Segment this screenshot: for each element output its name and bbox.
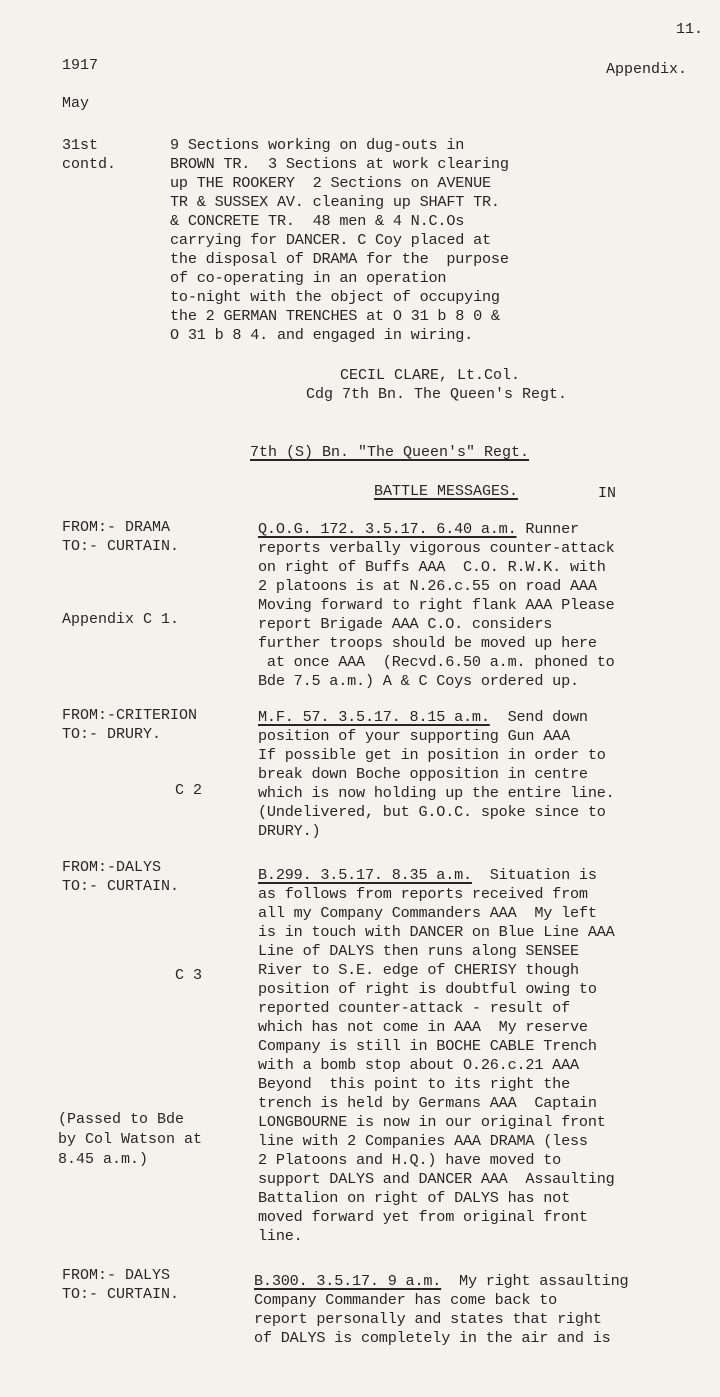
message-line: break down Boche opposition in centre [258, 765, 588, 783]
month: May [62, 95, 90, 112]
message-line: report personally and states that right [254, 1310, 602, 1328]
message-line: report Brigade AAA C.O. considers [258, 615, 553, 633]
message-first-line: B.300. 3.5.17. 9 a.m. My right assaulting [254, 1272, 629, 1290]
message-line: all my Company Commanders AAA My left [258, 904, 597, 922]
message-line: with a bomb stop about O.26.c.21 AAA [258, 1056, 579, 1074]
page-number: 11. [676, 21, 704, 38]
message-line: further troops should be moved up here [258, 634, 597, 652]
message-line: reported counter-attack - result of [258, 999, 570, 1017]
to-line: TO:- CURTAIN. [62, 538, 180, 555]
message-first-line: M.F. 57. 3.5.17. 8.15 a.m. Send down [258, 708, 588, 726]
message-line: If possible get in position in order to [258, 746, 606, 764]
message-line: as follows from reports received from [258, 885, 588, 903]
side-note: C 3 [175, 967, 203, 984]
entry-line: 9 Sections working on dug-outs in [170, 136, 465, 154]
entry-line: up THE ROOKERY 2 Sections on AVENUE [170, 174, 491, 192]
message-line: Beyond this point to its right the [258, 1075, 570, 1093]
message-line: Moving forward to right flank AAA Please [258, 596, 615, 614]
message-line: which has not come in AAA My reserve [258, 1018, 588, 1036]
side-note: C 2 [175, 782, 203, 799]
message-line: DRURY.) [258, 822, 321, 840]
to-line: TO:- CURTAIN. [62, 1286, 180, 1303]
entry-date-day: 31st [62, 137, 99, 154]
message-line: moved forward yet from original front [258, 1208, 588, 1226]
entry-line: & CONCRETE TR. 48 men & 4 N.C.Os [170, 212, 465, 230]
message-line: Company is still in BOCHE CABLE Trench [258, 1037, 597, 1055]
message-line: (Undelivered, but G.O.C. spoke since to [258, 803, 606, 821]
to-line: TO:- CURTAIN. [62, 878, 180, 895]
entry-line: the 2 GERMAN TRENCHES at O 31 b 8 0 & [170, 307, 500, 325]
to-line: TO:- DRURY. [62, 726, 162, 743]
entry-line: BROWN TR. 3 Sections at work clearing [170, 155, 509, 173]
entry-date-contd: contd. [62, 156, 117, 173]
from-line: FROM:- DALYS [62, 1267, 171, 1284]
passed-note-line: (Passed to Bde [58, 1111, 185, 1128]
message-reference: B.300. 3.5.17. 9 a.m. [254, 1272, 442, 1290]
from-line: FROM:-DALYS [62, 859, 162, 876]
message-line: position of right is doubtful owing to [258, 980, 597, 998]
signature-name: CECIL CLARE, Lt.Col. [340, 367, 521, 384]
from-line: FROM:- DRAMA [62, 519, 171, 536]
message-line: line. [258, 1227, 303, 1245]
signature-title: Cdg 7th Bn. The Queen's Regt. [306, 386, 568, 403]
entry-line: TR & SUSSEX AV. cleaning up SHAFT TR. [170, 193, 500, 211]
entry-line: O 31 b 8 4. and engaged in wiring. [170, 326, 474, 344]
message-line: line with 2 Companies AAA DRAMA (less [258, 1132, 588, 1150]
in-label: IN [598, 485, 617, 502]
appendix-label: Appendix. [606, 61, 688, 78]
year: 1917 [62, 57, 99, 74]
entry-line: to-night with the object of occupying [170, 288, 500, 306]
message-line: Line of DALYS then runs along SENSEE [258, 942, 579, 960]
message-line: which is now holding up the entire line. [258, 784, 615, 802]
entry-line: the disposal of DRAMA for the purpose [170, 250, 509, 268]
message-line: of DALYS is completely in the air and is [254, 1329, 611, 1347]
message-reference: Q.O.G. 172. 3.5.17. 6.40 a.m. [258, 520, 517, 538]
from-line: FROM:-CRITERION [62, 707, 198, 724]
entry-line: carrying for DANCER. C Coy placed at [170, 231, 491, 249]
message-line: 2 platoons is at N.26.c.55 on road AAA [258, 577, 597, 595]
message-line: at once AAA (Recvd.6.50 a.m. phoned to [258, 653, 615, 671]
battalion-heading: 7th (S) Bn. "The Queen's" Regt. [250, 444, 530, 461]
message-line: reports verbally vigorous counter-attack [258, 539, 615, 557]
message-line: trench is held by Germans AAA Captain [258, 1094, 597, 1112]
message-line: River to S.E. edge of CHERISY though [258, 961, 579, 979]
passed-note-line: 8.45 a.m.) [58, 1151, 149, 1168]
battle-messages-heading: BATTLE MESSAGES. [374, 483, 519, 500]
message-line: 2 Platoons and H.Q.) have moved to [258, 1151, 562, 1169]
message-reference: B.299. 3.5.17. 8.35 a.m. [258, 866, 472, 884]
message-line: LONGBOURNE is now in our original front [258, 1113, 606, 1131]
message-line: Battalion on right of DALYS has not [258, 1189, 570, 1207]
side-note: Appendix C 1. [62, 611, 180, 628]
passed-note-line: by Col Watson at [58, 1131, 203, 1148]
message-first-line: Q.O.G. 172. 3.5.17. 6.40 a.m. Runner [258, 520, 579, 538]
entry-line: of co-operating in an operation [170, 269, 447, 287]
message-reference: M.F. 57. 3.5.17. 8.15 a.m. [258, 708, 490, 726]
message-first-line: B.299. 3.5.17. 8.35 a.m. Situation is [258, 866, 597, 884]
message-line: support DALYS and DANCER AAA Assaulting [258, 1170, 615, 1188]
message-line: Company Commander has come back to [254, 1291, 558, 1309]
message-line: on right of Buffs AAA C.O. R.W.K. with [258, 558, 606, 576]
message-line: is in touch with DANCER on Blue Line AAA [258, 923, 615, 941]
message-line: position of your supporting Gun AAA [258, 727, 570, 745]
message-line: Bde 7.5 a.m.) A & C Coys ordered up. [258, 672, 579, 690]
